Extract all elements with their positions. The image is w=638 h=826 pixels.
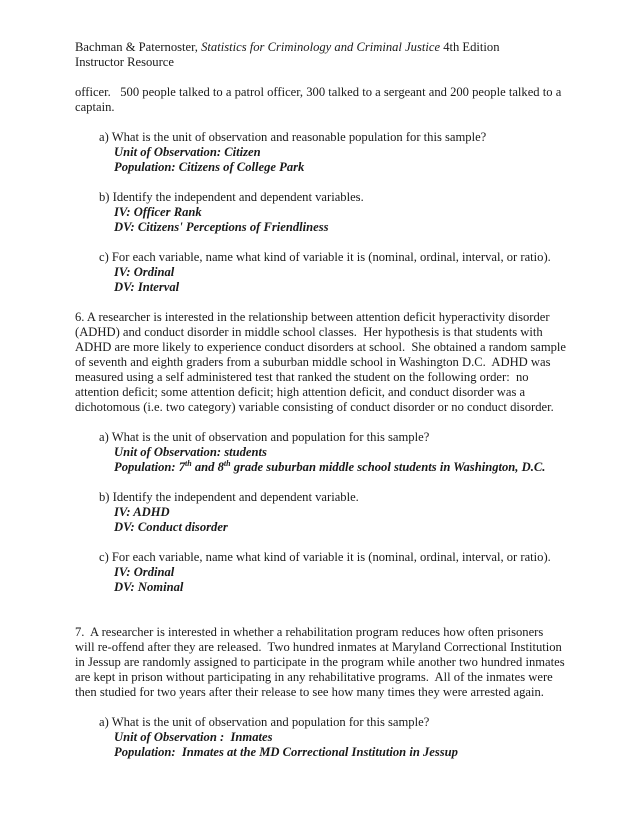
document-page: [75, 40, 570, 760]
q7a-answer: Unit of Observation : Inmates: [114, 730, 273, 744]
q5-part-b: [75, 190, 570, 235]
q5b-answer: DV: Citizens' Perceptions of Friendliness: [114, 220, 329, 234]
q6b-answer: DV: Conduct disorder: [114, 520, 228, 534]
header-authors: Bachman & Paternoster,: [75, 40, 202, 54]
q6-line: attention deficit; some attention deficit; high attention deficit, and conduct disorder was a: [75, 385, 526, 399]
q7-line: will re-offend after they are released. Two hundred inmates at Maryland Correctional Institution: [75, 640, 562, 654]
q6a-pop-and: and 8: [191, 460, 224, 474]
header-edition: 4th Edition: [440, 40, 500, 54]
q6-line: of seventh and eighth graders from a suburban middle school in Washington D.C. ADHD was: [75, 355, 551, 369]
q6-part-a: [75, 430, 570, 475]
q6a-question: a) What is the unit of observation and population for this sample?: [99, 430, 430, 444]
q7a-answer: Population: Inmates at the MD Correctional Institution in Jessup: [114, 745, 458, 759]
q5a-answer: Unit of Observation: Citizen: [114, 145, 261, 159]
q6-line: (ADHD) and conduct disorder in middle school classes. Her hypothesis is that students with: [75, 325, 543, 339]
q5-part-a: [75, 130, 570, 175]
q7-paragraph: [75, 625, 570, 700]
q7-part-a: [75, 715, 570, 760]
q5c-answer: IV: Ordinal: [114, 265, 175, 279]
q6-part-b: [75, 490, 570, 535]
q6a-unit-answer: Unit of Observation: students: [114, 445, 267, 459]
q5c-answer: DV: Interval: [114, 280, 180, 294]
intro-line: officer. 500 people talked to a patrol officer, 300 talked to a sergeant and 200 people talked to a: [75, 85, 562, 99]
q6a-pop-sup-2: th: [223, 458, 231, 468]
q6a-pop-rest: grade suburban middle school students in Washington, D.C.: [230, 460, 546, 474]
q7a-question: a) What is the unit of observation and population for this sample?: [99, 715, 430, 729]
q7-line: 7. A researcher is interested in whether a rehabilitation program reduces how often prisoners: [75, 625, 544, 639]
q5b-answer: IV: Officer Rank: [114, 205, 202, 219]
q6-part-c: [75, 550, 570, 595]
q7-line: then studied for two years after their release to see how many times they were arrested again.: [75, 685, 544, 699]
q6c-answer: IV: Ordinal: [114, 565, 175, 579]
q6-paragraph: [75, 310, 570, 415]
q6a-population-answer: [75, 460, 570, 475]
q6b-question: b) Identify the independent and dependent variable.: [99, 490, 359, 504]
q6c-answer: DV: Nominal: [114, 580, 184, 594]
q6-line: measured using a self administered test that ranked the student on the following order: no: [75, 370, 529, 384]
q5a-question: a) What is the unit of observation and reasonable population for this sample?: [99, 130, 487, 144]
page-header: [75, 40, 570, 70]
intro-paragraph: [75, 85, 570, 115]
q7-line: in Jessup are randomly assigned to participate in the program while another two hundred inmates: [75, 655, 565, 669]
header-book-title: Statistics for Criminology and Criminal Justice: [201, 40, 441, 54]
q6c-question: c) For each variable, name what kind of variable it is (nominal, ordinal, interval, or ratio).: [99, 550, 551, 564]
q6a-pop-sup-1: th: [185, 458, 192, 468]
q5c-question: c) For each variable, name what kind of variable it is (nominal, ordinal, interval, or ratio).: [99, 250, 551, 264]
q6-line: ADHD are more likely to experience conduct disorders at school. She obtained a random sample: [75, 340, 567, 354]
q5a-answer: Population: Citizens of College Park: [114, 160, 305, 174]
header-citation: [75, 40, 570, 55]
intro-line: captain.: [75, 100, 115, 114]
q6a-pop-prefix: Population: 7: [114, 460, 186, 474]
q5b-question: b) Identify the independent and dependent variables.: [99, 190, 364, 204]
q7-line: are kept in prison without participating in any rehabilitative programs. All of the inmates were: [75, 670, 553, 684]
q5-part-c: [75, 250, 570, 295]
q6-line: 6. A researcher is interested in the relationship between attention deficit hyperactivity disorder: [75, 310, 550, 324]
q6b-answer: IV: ADHD: [114, 505, 170, 519]
header-subtitle: Instructor Resource: [75, 55, 174, 69]
q6-line: dichotomous (i.e. two category) variable consisting of conduct disorder or no conduct disorder.: [75, 400, 554, 414]
